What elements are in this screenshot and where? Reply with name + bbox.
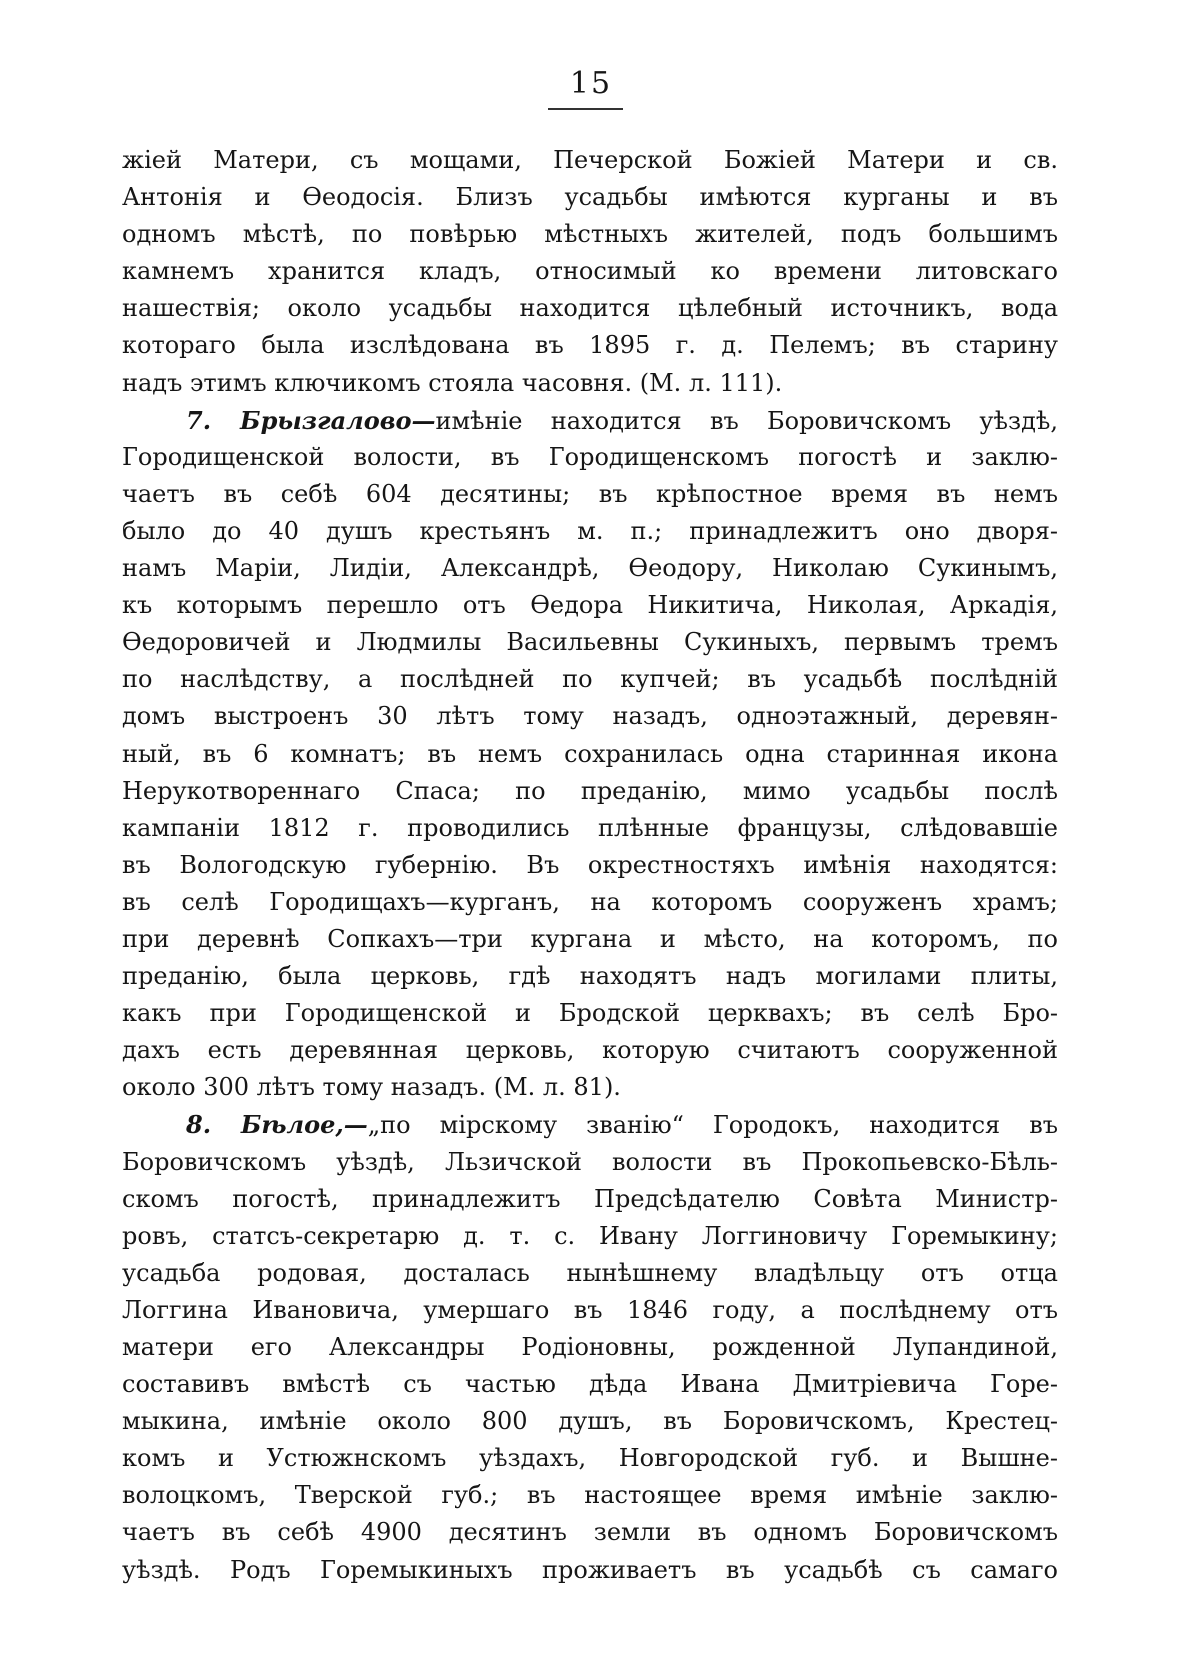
text-line: усадьба родовая, досталась нынѣшнему владѣльцу отъ отца — [122, 1258, 1058, 1287]
text-line: ный, въ 6 комнатъ; въ немъ сохранилась одна старинная икона — [122, 739, 1058, 768]
text-line: Антонія и Ѳеодосія. Близъ усадьбы имѣются курганы и въ — [122, 183, 1058, 212]
text-line: имѣніе находится въ Боровичскомъ уѣздѣ, — [435, 406, 1058, 435]
text-line: около 300 лѣтъ тому назадъ. (М. л. 81). — [122, 1073, 621, 1102]
text-line: по наслѣдству, а послѣдней по купчей; въ усадьбѣ послѣдній — [122, 665, 1058, 694]
entry-7-first-line — [122, 402, 1058, 439]
text-line: волоцкомъ, Тверской губ.; въ настоящее время имѣніе заклю- — [122, 1481, 1058, 1510]
text-line: въ Вологодскую губернію. Въ окрестностяхъ имѣнія находятся: — [122, 850, 1058, 879]
text-line: чаетъ въ себѣ 4900 десятинъ земли въ одномъ Боровичскомъ — [122, 1518, 1058, 1547]
text-line: Городищенской волости, въ Городищенскомъ погостѣ и заклю- — [122, 442, 1058, 471]
text-line: кампаніи 1812 г. проводились плѣнные французы, слѣдовавшіе — [122, 813, 1058, 842]
text-line: составивъ вмѣстѣ съ частью дѣда Ивана Дмитріевича Горе- — [122, 1370, 1058, 1399]
body-text — [122, 142, 1058, 1589]
text-line: комъ и Устюжнскомъ уѣздахъ, Новгородской губ. и Вышне- — [122, 1444, 1058, 1473]
text-line: жіей Матери, съ мощами, Печерской Божіей Матери и св. — [122, 146, 1058, 174]
text-line: при деревнѣ Сопкахъ—три кургана и мѣсто, на которомъ, по — [122, 924, 1058, 953]
text-line: Боровичскомъ уѣздѣ, Льзичской волости въ Прокопьевско-Бѣль- — [122, 1147, 1058, 1176]
page-number: 15 — [569, 66, 613, 101]
text-line: намъ Маріи, Лидіи, Александрѣ, Ѳеодору, Николаю Сукинымъ, — [122, 554, 1058, 583]
text-line: скомъ погостѣ, принадлежитъ Предсѣдателю Совѣта Министр- — [122, 1184, 1058, 1213]
text-line: дахъ есть деревянная церковь, которую считаютъ сооруженной — [122, 1036, 1058, 1065]
text-line: камнемъ хранится кладъ, относимый ко времени литовскаго — [122, 257, 1058, 286]
text-line: преданію, была церковь, гдѣ находятъ надъ могилами плиты, — [122, 962, 1058, 991]
text-line: матери его Александры Родіоновны, рожденной Лупандиной, — [122, 1333, 1058, 1361]
entry-7-heading: 7. Брызгалово— — [186, 405, 436, 435]
entry-8-first-line — [122, 1106, 1058, 1143]
page-number-rule — [548, 108, 623, 110]
text-line: Логгина Ивановича, умершаго въ 1846 году, а послѣднему отъ — [122, 1295, 1058, 1324]
text-line: въ селѣ Городищахъ—курганъ, на которомъ сооруженъ храмъ; — [122, 887, 1058, 916]
text-line: „по мірскому званію“ Городокъ, находится въ — [367, 1111, 1059, 1140]
text-line: ровъ, статсъ-секретарю д. т. с. Ивану Логгиновичу Горемыкину; — [122, 1221, 1058, 1250]
text-line: одномъ мѣстѣ, по повѣрью мѣстныхъ жителей, подъ большимъ — [122, 220, 1058, 249]
text-line: Ѳедоровичей и Людмилы Васильевны Сукиныхъ, первымъ тремъ — [122, 628, 1058, 657]
text-line: мыкина, имѣніе около 800 душъ, въ Боровичскомъ, Крестец- — [122, 1407, 1058, 1436]
text-line: нашествія; около усадьбы находится цѣлебный источникъ, вода — [122, 294, 1058, 323]
text-line: Нерукотвореннаго Спаса; по преданію, мимо усадьбы послѣ — [122, 776, 1058, 805]
text-line: домъ выстроенъ 30 лѣтъ тому назадъ, одноэтажный, деревян- — [122, 702, 1058, 731]
entry-8-heading: 8. Бѣлое,— — [186, 1110, 368, 1140]
text-line: котораго была изслѣдована въ 1895 г. д. Пелемъ; въ старину — [122, 331, 1058, 360]
text-line: надъ этимъ ключикомъ стояла часовня. (М. л. 111). — [122, 368, 783, 397]
text-line: какъ при Городищенской и Бродской церквахъ; въ селѣ Бро- — [122, 999, 1058, 1028]
text-line: было до 40 душъ крестьянъ м. п.; принадлежитъ оно дворя- — [122, 516, 1058, 545]
text-line: чаетъ въ себѣ 604 десятины; въ крѣпостное время въ немъ — [122, 479, 1058, 508]
text-line: уѣздѣ. Родъ Горемыкиныхъ проживаетъ въ усадьбѣ съ самаго — [122, 1555, 1058, 1584]
text-line: къ которымъ перешло отъ Ѳедора Никитича, Николая, Аркадія, — [122, 591, 1058, 620]
